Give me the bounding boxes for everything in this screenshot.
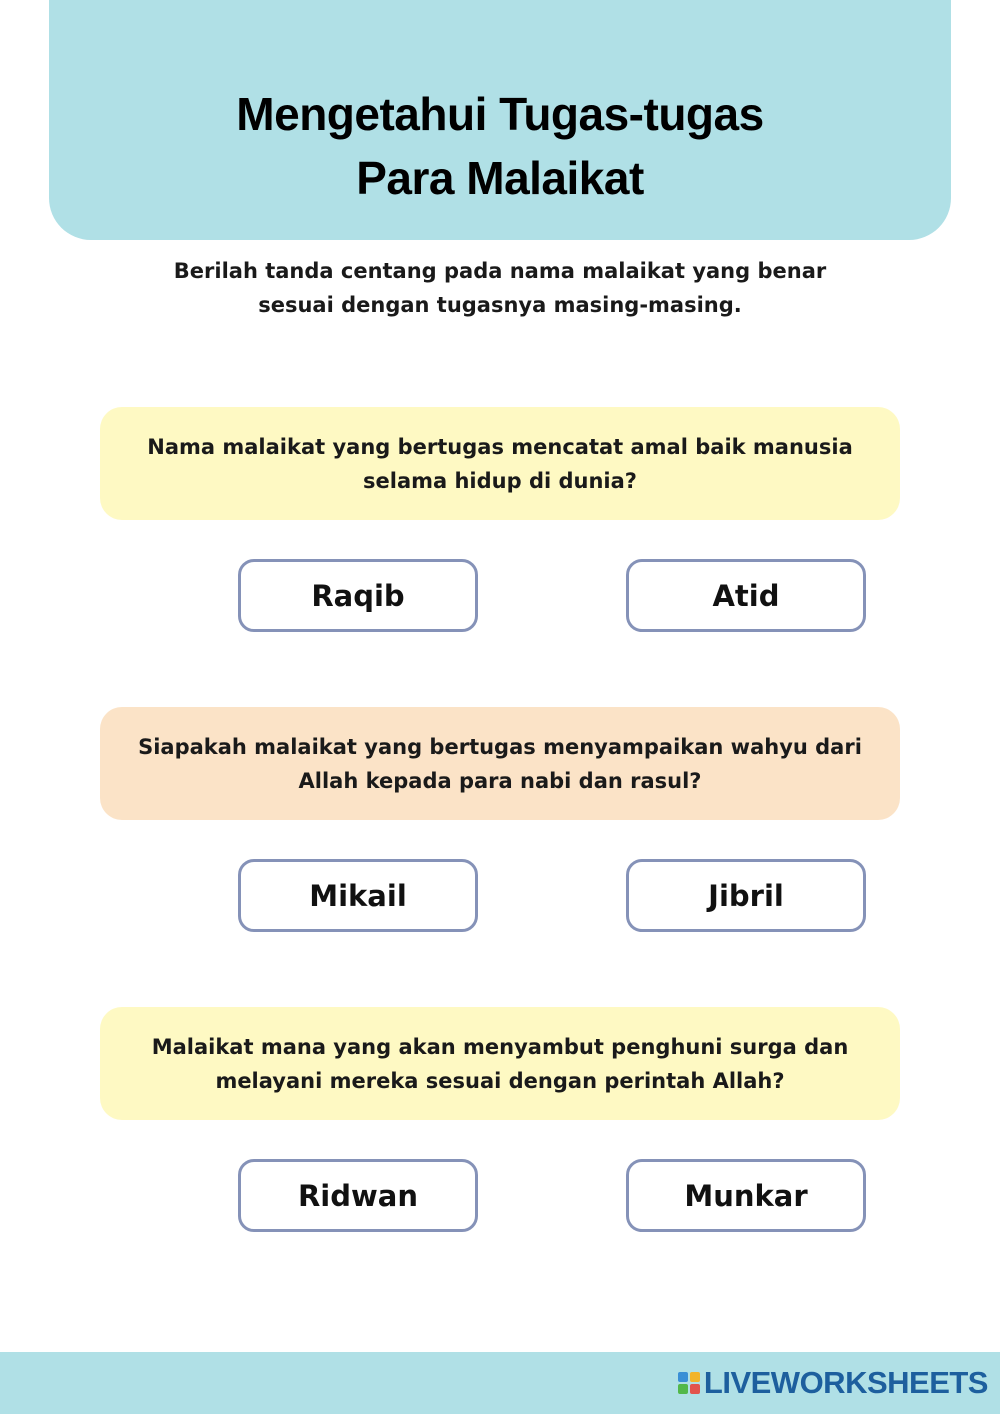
question-3-line-2: melayani mereka sesuai dengan perintah Allah? — [215, 1068, 785, 1093]
page-title — [49, 82, 951, 210]
option-munkar-button[interactable]: Munkar — [626, 1159, 866, 1232]
question-1 — [100, 407, 900, 520]
footer-bar — [0, 1352, 1000, 1414]
question-2-line-1: Siapakah malaikat yang bertugas menyampaikan wahyu dari — [138, 734, 862, 759]
brand-link[interactable] — [678, 1366, 988, 1400]
option-ridwan-button[interactable]: Ridwan — [238, 1159, 478, 1232]
brand-name: LIVEWORKSHEETS — [703, 1365, 988, 1400]
question-1-line-1: Nama malaikat yang bertugas mencatat amal baik manusia — [147, 434, 853, 459]
instructions-line-1: Berilah tanda centang pada nama malaikat yang benar — [173, 259, 827, 283]
option-jibril-button[interactable]: Jibril — [626, 859, 866, 932]
question-2 — [100, 707, 900, 820]
title-line-2: Para Malaikat — [356, 152, 644, 204]
header-banner — [49, 0, 951, 240]
instructions — [100, 254, 900, 322]
option-atid-button[interactable]: Atid — [626, 559, 866, 632]
liveworksheets-logo-icon — [678, 1372, 700, 1394]
question-3-line-1: Malaikat mana yang akan menyambut penghuni surga dan — [151, 1034, 849, 1059]
title-line-1: Mengetahui Tugas-tugas — [236, 88, 764, 140]
instructions-line-2: sesuai dengan tugasnya masing-masing. — [258, 293, 742, 317]
question-1-line-2: selama hidup di dunia? — [363, 468, 637, 493]
option-raqib-button[interactable]: Raqib — [238, 559, 478, 632]
question-3 — [100, 1007, 900, 1120]
question-2-line-2: Allah kepada para nabi dan rasul? — [298, 768, 702, 793]
option-mikail-button[interactable]: Mikail — [238, 859, 478, 932]
